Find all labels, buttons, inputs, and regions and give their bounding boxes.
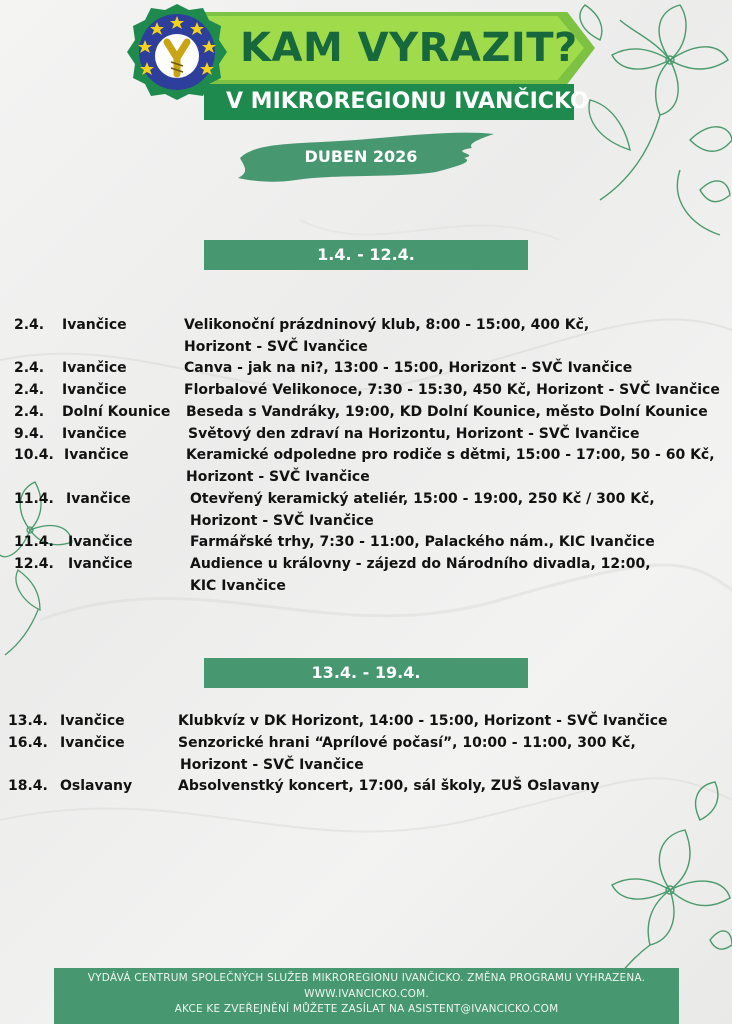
event-organizer: Horizont - SVČ Ivančice	[186, 469, 370, 485]
event-place: Ivančice	[62, 317, 127, 333]
flower-decoration-bottom-icon	[590, 780, 732, 980]
event-description: Keramické odpoledne pro rodiče s dětmi, 15:00 - 17:00, 50 - 60 Kč,	[186, 447, 715, 463]
event-description: Audience u královny - zájezd do Národního divadla, 12:00,	[190, 556, 651, 572]
event-description: Farmářské trhy, 7:30 - 11:00, Palackého nám., KIC Ivančice	[190, 534, 655, 550]
event-date: 16.4.	[8, 735, 48, 751]
event-date: 9.4.	[14, 426, 45, 442]
footer-contact-email[interactable]: AKCE KE ZVEŘEJNĚNÍ MŮŽETE ZASÍLAT NA ASISTENT@IVANCICKO.COM	[174, 1003, 559, 1015]
event-place: Ivančice	[62, 382, 127, 398]
microregion-logo-icon	[123, 2, 231, 102]
footer-website-link[interactable]: WWW.IVANCICKO.COM.	[304, 987, 429, 1000]
event-description: Klubkvíz v DK Horizont, 14:00 - 15:00, Horizont - SVČ Ivančice	[178, 713, 668, 729]
event-organizer: Horizont - SVČ Ivančice	[190, 513, 374, 529]
page-title: KAM VYRAZIT?	[240, 25, 578, 71]
event-description: Absolvenstký koncert, 17:00, sál školy, ZUŠ Oslavany	[178, 778, 600, 794]
event-description: Beseda s Vandráky, 19:00, KD Dolní Kounice, město Dolní Kounice	[186, 404, 708, 420]
section-heading-week-1: 1.4. - 12.4.	[204, 240, 528, 270]
event-place: Ivančice	[68, 534, 133, 550]
event-place: Ivančice	[60, 713, 125, 729]
event-place: Ivančice	[62, 426, 127, 442]
event-place: Dolní Kounice	[62, 404, 171, 420]
section-heading-week-2: 13.4. - 19.4.	[204, 658, 528, 688]
event-description: Otevřený keramický ateliér, 15:00 - 19:00, 250 Kč / 300 Kč,	[190, 491, 655, 507]
event-organizer: Horizont - SVČ Ivančice	[180, 757, 364, 773]
event-date: 13.4.	[8, 713, 48, 729]
event-date: 2.4.	[14, 382, 45, 398]
event-description: Světový den zdraví na Horizontu, Horizont - SVČ Ivančice	[188, 426, 640, 442]
month-label: DUBEN 2026	[304, 147, 418, 166]
event-description: Senzorické hrani “Aprílové počasí”, 10:00 - 11:00, 300 Kč,	[178, 735, 636, 751]
event-date: 10.4.	[14, 447, 54, 463]
event-date: 2.4.	[14, 360, 45, 376]
event-date: 2.4.	[14, 404, 45, 420]
event-organizer: KIC Ivančice	[190, 578, 286, 594]
event-date: 11.4.	[14, 534, 54, 550]
event-place: Ivančice	[64, 447, 129, 463]
footer-publisher-note: VYDÁVÁ CENTRUM SPOLEČNÝCH SLUŽEB MIKROREGIONU IVANČICKO. ZMĚNA PROGRAMU VYHRAZENA.	[87, 972, 646, 984]
event-date: 2.4.	[14, 317, 45, 333]
event-date: 11.4.	[14, 491, 54, 507]
event-date: 18.4.	[8, 778, 48, 794]
event-place: Ivančice	[62, 360, 127, 376]
event-place: Ivančice	[60, 735, 125, 751]
event-place: Oslavany	[60, 778, 133, 794]
event-description: Canva - jak na ni?, 13:00 - 15:00, Horizont - SVČ Ivančice	[184, 360, 633, 376]
event-description: Florbalové Velikonoce, 7:30 - 15:30, 450 Kč, Horizont - SVČ Ivančice	[184, 382, 720, 398]
footer	[54, 968, 679, 1024]
event-place: Ivančice	[68, 556, 133, 572]
event-organizer: Horizont - SVČ Ivančice	[184, 339, 368, 355]
page-subtitle: V MIKROREGIONU IVANČICKO	[226, 89, 589, 114]
event-description: Velikonoční prázdninový klub, 8:00 - 15:00, 400 Kč,	[184, 317, 590, 333]
event-date: 12.4.	[14, 556, 54, 572]
event-place: Ivančice	[66, 491, 131, 507]
